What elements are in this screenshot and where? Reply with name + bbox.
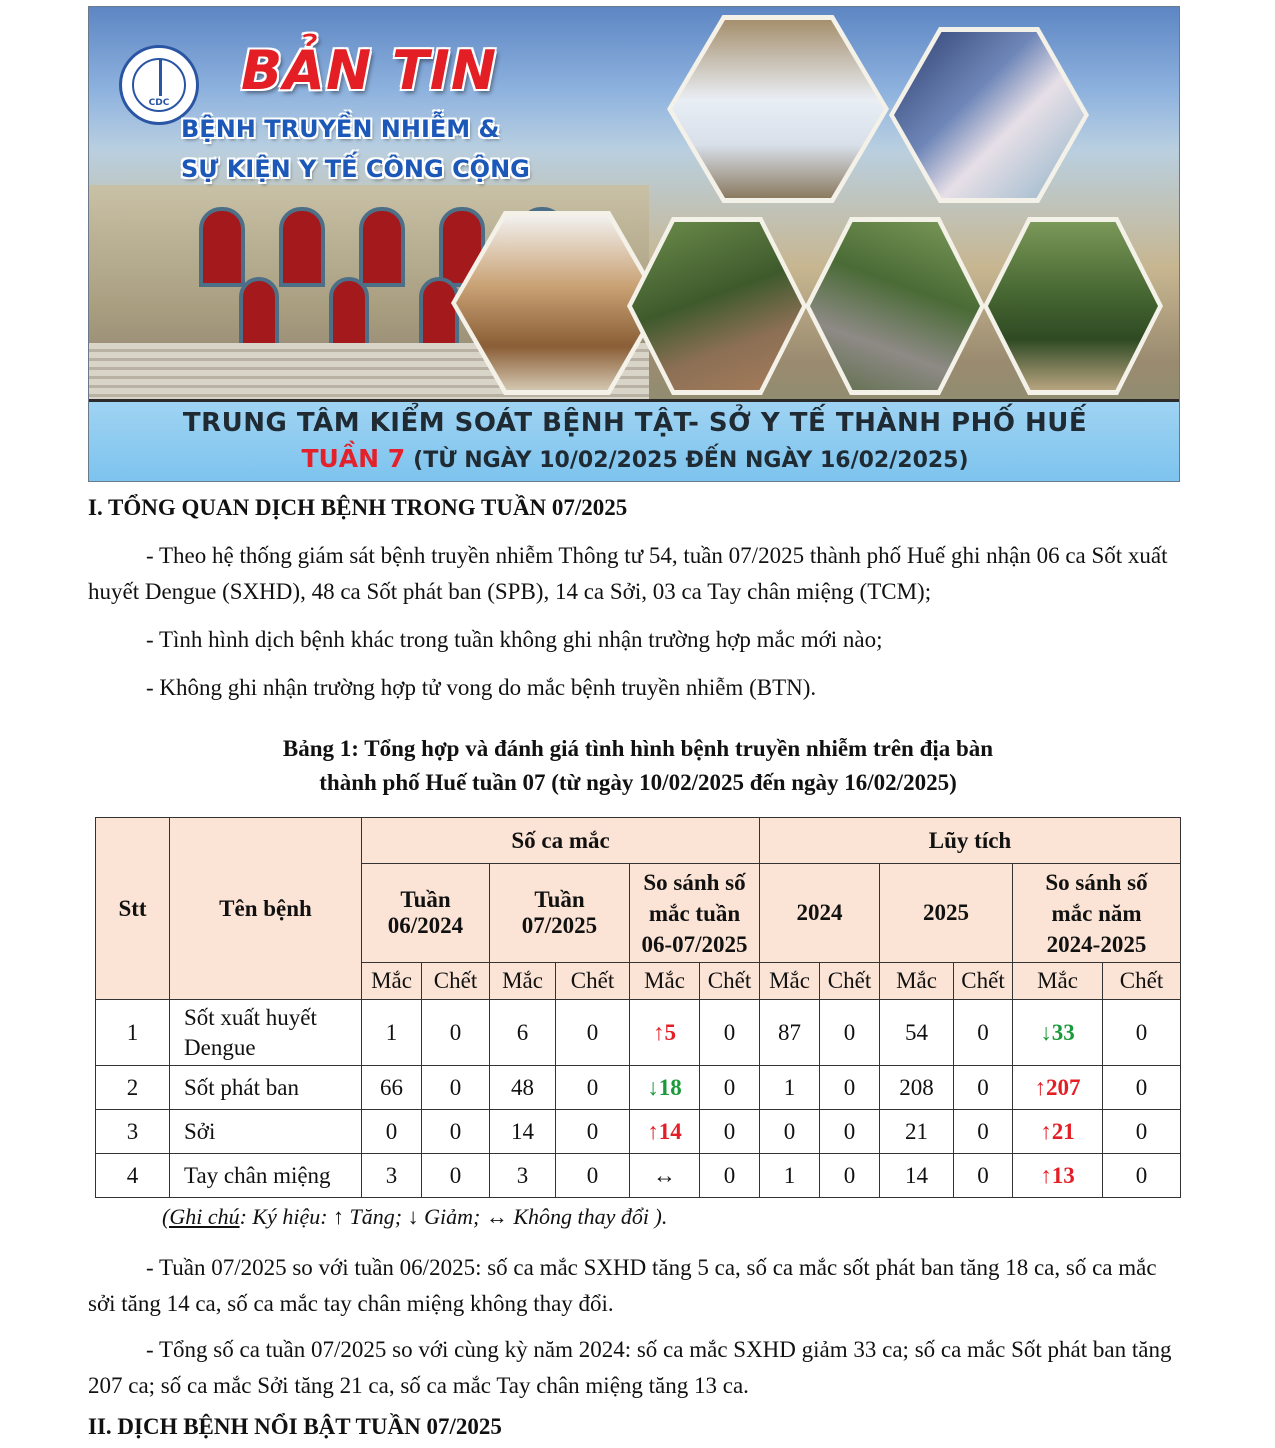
table-row [96,1066,1181,1110]
cell-compare-year-deaths: 0 [1103,1110,1181,1154]
header-mac: Mắc [630,963,700,1000]
cell-2025-cases: 21 [880,1110,954,1154]
cell-w07-deaths: 0 [556,1154,630,1198]
cell-compare-year-deaths: 0 [1103,1066,1181,1110]
photo-field-inspection-3 [983,217,1163,395]
paragraph-deaths: - Không ghi nhận trường hợp tử vong do mắc bệnh truyền nhiễm (BTN). [146,675,817,700]
cell-2024-deaths: 0 [820,1000,880,1066]
cell-w07-cases: 14 [490,1110,556,1154]
palace-door [239,277,279,347]
cdc-logo: CDC [119,45,199,125]
cell-2025-cases: 208 [880,1066,954,1110]
header-mac: Mắc [880,963,954,1000]
trend-arrow-icon: ↑ [653,1019,665,1045]
cell-2025-cases: 54 [880,1000,954,1066]
agency-name: TRUNG TÂM KIỂM SOÁT BỆNH TẬT- SỞ Y TẾ THÀNH PHỐ HUẾ [182,408,1088,438]
cell-2025-deaths: 0 [954,1154,1013,1198]
cell-2025-deaths: 0 [954,1110,1013,1154]
header-mac: Mắc [490,963,556,1000]
cell-w06-deaths: 0 [422,1110,490,1154]
photo-field-inspection-1 [627,217,807,395]
cell-compare-year-cases: ↑21 [1013,1110,1103,1154]
trend-arrow-icon: ↑ [1034,1074,1046,1100]
header-chet: Chết [1103,963,1181,1000]
cell-2024-cases: 1 [760,1066,820,1110]
table-caption: Bảng 1: Tổng hợp và đánh giá tình hình bệnh truyền nhiễm trên địa bàn thành phố Huế tuần 07 (từ ngày 10/02/2025 đến ngày 16/02/2025) [282,736,994,795]
photo-vaccination [889,27,1089,203]
cell-compare-week-cases [630,1154,700,1198]
cell-2024-deaths: 0 [820,1066,880,1110]
week-label: TUẦN 7 [301,444,406,473]
cell-compare-week-deaths: 0 [700,1066,760,1110]
cell-compare-week-cases: ↑14 [630,1110,700,1154]
header-year-2024: 2024 [760,864,880,963]
cell-w06-deaths: 0 [422,1000,490,1066]
table-note: (Ghi chú: Ký hiệu: ↑ Tăng; ↓ Giảm; ↔ Không thay đổi ). [162,1204,668,1229]
header-chet: Chết [820,963,880,1000]
date-range: (TỪ NGÀY 10/02/2025 ĐẾN NGÀY 16/02/2025) [413,448,969,473]
cell-compare-week-deaths: 0 [700,1110,760,1154]
cell-w06-cases: 3 [362,1154,422,1198]
cell-compare-week-deaths: 0 [700,1154,760,1198]
header-year-2025: 2025 [880,864,1013,963]
banner-subtitle-1: BỆNH TRUYỀN NHIỄM & [181,115,500,143]
banner-photo-collage [89,7,1180,399]
cell-compare-year-cases: ↑13 [1013,1154,1103,1198]
table-row [96,1000,1181,1066]
trend-arrow-icon: ↑ [1040,1162,1052,1188]
photo-medical-team [667,15,889,203]
cell-2025-deaths: 0 [954,1066,1013,1110]
trend-arrow-icon: ↓ [1040,1019,1052,1045]
cell-w07-cases: 6 [490,1000,556,1066]
header-chet: Chết [422,963,490,1000]
cell-2024-deaths: 0 [820,1110,880,1154]
cell-disease-name: Sởi [170,1110,362,1154]
cell-w06-cases: 0 [362,1110,422,1154]
cell-compare-week-cases: ↑5 [630,1000,700,1066]
header-week-07: Tuần 07/2025 [490,864,630,963]
banner-footer [89,399,1180,482]
cell-compare-year-deaths: 0 [1103,1154,1181,1198]
palace-door [419,277,459,347]
cell-w06-deaths: 0 [422,1066,490,1110]
cell-w06-cases: 1 [362,1000,422,1066]
header-chet: Chết [700,963,760,1000]
header-compare-weeks: So sánh số mắc tuần 06-07/2025 [630,864,760,963]
cell-w06-deaths: 0 [422,1154,490,1198]
banner-subtitle-2: SỰ KIỆN Y TẾ CÔNG CỘNG [181,155,530,183]
cell-compare-week-cases: ↓18 [630,1066,700,1110]
header-stt: Stt [96,818,170,1000]
photo-field-inspection-2 [805,217,985,395]
header-mac: Mắc [760,963,820,1000]
bulletin-banner [88,6,1180,482]
cell-disease-name: Sốt xuất huyết Dengue [170,1000,362,1066]
cell-2024-cases: 0 [760,1110,820,1154]
palace-door [199,207,245,287]
header-chet: Chết [556,963,630,1000]
cell-w07-deaths: 0 [556,1110,630,1154]
palace-door [359,207,405,287]
header-week-06: Tuần 06/2024 [362,864,490,963]
cell-2024-cases: 87 [760,1000,820,1066]
cell-compare-year-deaths: 0 [1103,1000,1181,1066]
trend-arrow-icon: ↔ [653,1162,676,1188]
disease-summary-table [95,817,1181,1198]
cell-stt: 1 [96,1000,170,1066]
section-heading-1: I. TỔNG QUAN DỊCH BỆNH TRONG TUẦN 07/2025 [88,495,628,520]
cell-w07-deaths: 0 [556,1000,630,1066]
cell-disease-name: Sốt phát ban [170,1066,362,1110]
paragraph-other-diseases: - Tình hình dịch bệnh khác trong tuần không ghi nhận trường hợp mắc mới nào; [146,627,883,652]
cell-w07-cases: 3 [490,1154,556,1198]
cell-disease-name: Tay chân miệng [170,1154,362,1198]
cell-compare-year-cases: ↑207 [1013,1066,1103,1110]
header-compare-years: So sánh số mắc năm 2024-2025 [1013,864,1181,963]
paragraph-overview: - Theo hệ thống giám sát bệnh truyền nhiễm Thông tư 54, tuần 07/2025 thành phố Huế ghi nhận 06 ca Sốt xuất huyết Dengue (SXHD), 48 ca Sốt phát ban (SPB), 14 ca Sởi, 03 ca Tay chân miệng (TCM); [88,543,1168,604]
cell-w06-cases: 66 [362,1066,422,1110]
cell-compare-week-deaths: 0 [700,1000,760,1066]
caduceus-icon [159,60,162,96]
palace-door [329,277,369,347]
cell-2025-deaths: 0 [954,1000,1013,1066]
header-mac: Mắc [362,963,422,1000]
paragraph-week-comparison: - Tuần 07/2025 so với tuần 06/2025: số ca mắc SXHD tăng 5 ca, số ca mắc sốt phát ban tăng 18 ca, số ca mắc sởi tăng 14 ca, số ca mắc tay chân miệng không thay đổi. [88,1255,1157,1316]
header-disease-name: Tên bệnh [170,818,362,1000]
trend-arrow-icon: ↑ [1040,1118,1052,1144]
palace-door [279,207,325,287]
cell-2024-cases: 1 [760,1154,820,1198]
cell-2024-deaths: 0 [820,1154,880,1198]
banner-title: BẢN TIN [241,39,498,102]
cell-2025-cases: 14 [880,1154,954,1198]
header-mac: Mắc [1013,963,1103,1000]
paragraph-year-comparison: - Tổng số ca tuần 07/2025 so với cùng kỳ năm 2024: số ca mắc SXHD giảm 33 ca; số ca mắc Sốt phát ban tăng 207 ca; số ca mắc Sởi tăng 21 ca, số ca mắc Tay chân miệng tăng 13 ca. [88,1337,1172,1398]
trend-arrow-icon: ↓ [647,1074,659,1100]
header-cumulative: Lũy tích [760,818,1181,864]
cell-w07-deaths: 0 [556,1066,630,1110]
header-cases: Số ca mắc [362,818,760,864]
header-chet: Chết [954,963,1013,1000]
trend-arrow-icon: ↑ [647,1118,659,1144]
section-heading-2: II. DỊCH BỆNH NỔI BẬT TUẦN 07/2025 [88,1414,502,1439]
cell-stt: 4 [96,1154,170,1198]
cell-w07-cases: 48 [490,1066,556,1110]
cell-stt: 3 [96,1110,170,1154]
week-range [89,444,1180,473]
cell-compare-year-cases: ↓33 [1013,1000,1103,1066]
table-row [96,1154,1181,1198]
table-row [96,1110,1181,1154]
cell-stt: 2 [96,1066,170,1110]
